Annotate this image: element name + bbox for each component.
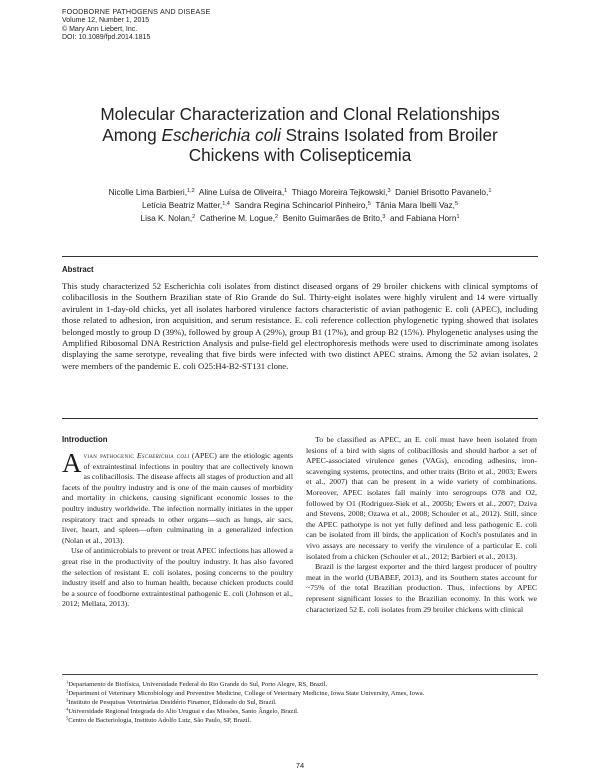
journal-copyright: © Mary Ann Liebert, Inc. <box>62 25 138 33</box>
intro-paragraph-3: To be classified as APEC, an E. coli must have been isolated from lesions of a bird with signs of colibacillosis and should harbor a set of APEC-associated virulence genes (VAGs), encoding adhesins, iron-scavenging systems, protectins, and other traits (Brito et al., 2003; Ewers et al., 2007) that can be present in a wide variety of combinations. Moreover, APEC isolates fall mainly into serogroups O78 and O2, followed by O1 (Rodriguez-Siek et al., 2005b; Ewers et al., 2007; Dziva and Stevens, 2008; Ozawa et al., 2008; Schouler et al., 2012). Still, since the APEC pathotype is not yet fully defined and less pathogenic E. coli can be isolated from ill birds, the application of Koch's postulates and in vivo assays are necessary to verify the virulence of a particular E. coli isolated from a chicken (Schouler et al., 2012; Barbieri et al., 2013). <box>306 435 537 561</box>
footnote: $^5$Centro de Bacteriologia, Instituto Adolfo Lutz, São Paulo, SP, Brazil. <box>66 715 252 724</box>
abstract-text: This study characterized 52 Escherichia coli isolates from distinct diseased organs of 29 broiler chickens with clinical symptoms of colibacillosis in the Southern Brazilian state of Rio Grande do Sul. Thirty-eight isolates were highly virulent and 14 were virtually avirulent in 1-day-old chicks, yet all isolates harbored virulence factors characteristic of avian pathogenic E. coli (APEC), including those related to adhesion, iron acquisition, and serum resistance. E. coli reference collection phylogenetic typing showed that isolates belonged mostly to group D (39%), followed by group A (29%), group B1 (17%), and group B2 (15%). Phylogenetic analyses using the Amplified Ribosomal DNA Restriction Analysis and pulse-field gel electrophoresis methods were used to discriminate among isolates displaying the same serotype, revealing that five birds were infected with two distinct APEC strains. Among the 52 avian isolates, 2 were members of the pandemic E. coli O25:H4-B2-ST131 clone. <box>62 281 538 371</box>
footnote-divider <box>62 674 538 675</box>
author: and Fabiana Horn$^1$ <box>390 212 460 223</box>
divider-top <box>62 256 538 257</box>
author: Letícia Beatriz Matter,$^{1,4}$ <box>141 199 230 210</box>
footnote: $^3$Instituto de Pesquisas Veterinárias Desidério Finamor, Eldorado do Sul, Brazil. <box>66 697 277 706</box>
title-species: Escherichia coli <box>161 124 281 145</box>
introduction-heading: Introduction <box>62 435 108 444</box>
title-line-1: Molecular Characterization and Clonal Relationships <box>100 104 500 124</box>
divider-abstract <box>62 418 538 419</box>
author: Tânia Mara Ibelli Vaz,$^5$ <box>375 199 459 210</box>
left-column <box>62 448 293 610</box>
journal-volume: Volume 12, Number 1, 2015 <box>62 16 150 24</box>
author: Nicolle Lima Barbieri,$^{1,2}$ <box>108 187 195 197</box>
abstract-heading: Abstract <box>62 265 94 274</box>
author: Benito Guimarães de Brito,$^3$ <box>282 212 386 223</box>
author: Sandra Regina Schincariol Pinheiro,$^5$ <box>234 199 371 210</box>
author: Catherine M. Logue,$^2$ <box>199 212 279 223</box>
title-line-3: Chickens with Colisepticemia <box>188 145 412 165</box>
title-line-2b: Strains Isolated from Broiler <box>280 124 498 145</box>
title-line-2a: Among <box>102 124 162 145</box>
article-title <box>60 104 540 166</box>
journal-name: FOODBORNE PATHOGENS AND DISEASE <box>62 7 211 16</box>
affiliation-footnotes <box>62 681 538 726</box>
intro-paragraph-4: Brazil is the largest exporter and the third largest producer of poultry meat in the world (UBABEF, 2013), and its Southern states account for ~75% of the total Brazilian production. Thus, infections by APEC represent significant losses to the Brazilian economy. In this work we characterized 52 E. coli isolates from 29 broiler chickens with clinical <box>306 562 537 614</box>
author: Thiago Moreira Tejkowski,$^3$ <box>291 187 391 197</box>
page-number: 74 <box>295 761 305 770</box>
journal-doi: DOI: 10.1089/fpd.2014.1815 <box>62 34 151 42</box>
footnote: $^1$Departamento de Biofísica, Universidade Federal do Rio Grande do Sul, Porto Alegre, RS, Brazil. <box>66 679 328 688</box>
journal-header <box>62 8 211 43</box>
footnote: $^2$Department of Veterinary Microbiology and Preventive Medicine, College of Veterinary Medicine, Iowa State University, Ames, Iowa. <box>66 688 425 697</box>
footnote: $^4$Universidade Regional Integrada do Alto Uruguai e das Missões, Santo Ângelo, Brazil. <box>66 706 299 715</box>
right-column <box>306 435 537 615</box>
author-list <box>60 186 540 224</box>
author: Lisa K. Nolan,$^2$ <box>140 212 196 223</box>
intro-paragraph-1: Avian pathogenic Escherichia coli (APEC) are the etiologic agents of extraintestinal infections in poultry that are collectively known as colibacillosis. The disease affects all stages of production and all facets of the poultry industry and is one of the main causes of morbidity and mortality in chickens, causing significant economic losses to the poultry industry worldwide. The infection normally initiates in the upper respiratory tract and spreads to other organs—such as lungs, air sacs, liver, heart, and spleen—often culminating in a generalized infection (Nolan et al., 2013). <box>62 448 293 545</box>
drop-cap: A <box>62 448 82 478</box>
author: Daniel Brisotto Pavanelo,$^1$ <box>395 187 492 197</box>
intro-paragraph-2: Use of antimicrobials to prevent or treat APEC infections has allowed a great rise in the productivity of the poultry industry. It has also favored the selection of resistant E. coli isolates, posing concerns to the poultry industry itself and also to human health, because chicken products could be a source of foodborne extraintestinal pathogenic E. coli (Johnson et al., 2012; Mellata, 2013). <box>62 546 293 609</box>
author: Aline Luísa de Oliveira,$^1$ <box>198 187 288 197</box>
